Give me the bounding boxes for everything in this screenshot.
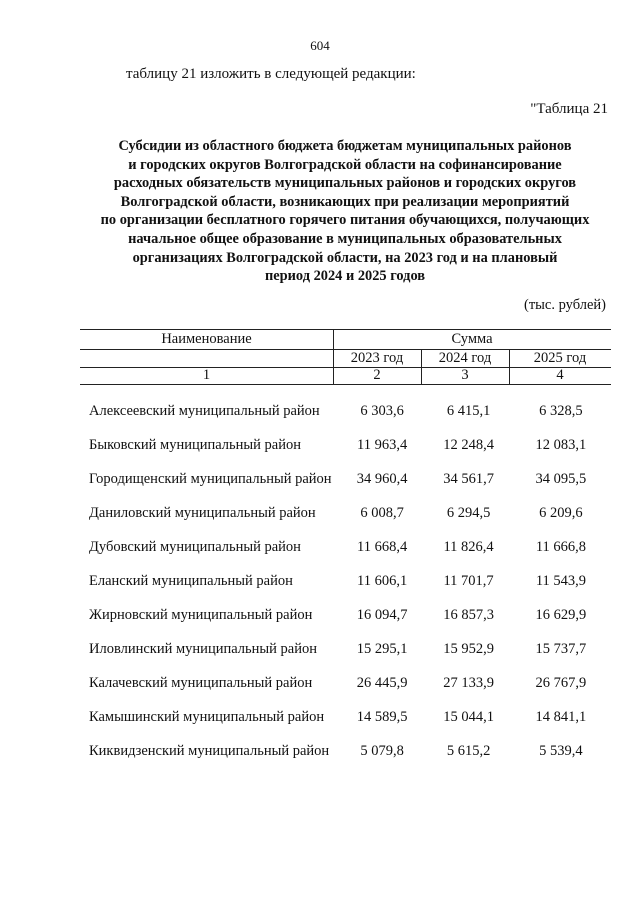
table-row [80, 499, 611, 533]
page-number: 604 [310, 38, 330, 53]
row-name: Алексеевский муниципальный район [89, 403, 320, 419]
table-label: "Таблица 21 [530, 101, 608, 117]
header-year-2025: 2025 год [533, 350, 587, 366]
value-2024: 27 133,9 [443, 675, 494, 691]
row-name: Городищенский муниципальный район [89, 471, 332, 487]
header-rule-top [80, 329, 611, 330]
value-2025: 16 629,9 [535, 607, 587, 623]
value-2024: 11 826,4 [443, 539, 494, 555]
value-2025: 34 095,5 [535, 471, 587, 487]
value-2023: 11 606,1 [356, 573, 408, 589]
value-2023: 26 445,9 [356, 675, 408, 691]
table-row [80, 431, 611, 465]
table-row [80, 635, 611, 669]
value-2023: 15 295,1 [356, 641, 408, 657]
value-2023: 6 008,7 [360, 505, 404, 521]
value-2024: 11 701,7 [443, 573, 494, 589]
value-2025: 11 543,9 [535, 573, 587, 589]
value-2024: 12 248,4 [443, 437, 494, 453]
title-line: Субсидии из областного бюджета бюджетам муниципальных районов [118, 138, 572, 154]
table-title [80, 137, 610, 286]
header-colnum-1: 1 [202, 367, 211, 383]
value-2024: 5 615,2 [446, 743, 491, 759]
row-name: Киквидзенский муниципальный район [89, 743, 330, 759]
value-2025: 12 083,1 [535, 437, 587, 453]
intro-text: таблицу 21 изложить в следующей редакции: [126, 66, 416, 82]
value-2023: 34 960,4 [356, 471, 408, 487]
row-name: Жирновский муниципальный район [89, 607, 313, 623]
value-2025: 26 767,9 [535, 675, 587, 691]
title-line: период 2024 и 2025 годов [264, 268, 426, 285]
header-rule-bottom [80, 384, 611, 385]
value-2024: 16 857,3 [443, 607, 494, 623]
row-name: Калачевский муниципальный район [89, 675, 313, 691]
value-2024: 6 415,1 [446, 403, 491, 419]
header-year-2024: 2024 год [438, 350, 492, 366]
title-line: и городских округов Волгоградской области на софинансирование [128, 156, 562, 173]
value-2024: 15 952,9 [443, 641, 494, 657]
table-row [80, 703, 611, 737]
value-2025: 14 841,1 [535, 709, 587, 725]
value-2025: 15 737,7 [535, 641, 587, 657]
row-name: Камышинский муниципальный район [89, 709, 325, 725]
header-colnum-4: 4 [556, 367, 564, 383]
header-colnum-3: 3 [461, 367, 469, 383]
row-name: Иловлинский муниципальный район [89, 641, 317, 657]
value-2023: 11 668,4 [356, 539, 408, 555]
table-row [80, 567, 611, 601]
header-sum: Сумма [451, 331, 493, 347]
value-2023: 11 963,4 [356, 437, 408, 453]
title-line: расходных обязательств муниципальных районов и городских округов [113, 175, 577, 192]
value-2025: 6 209,6 [539, 505, 583, 521]
header-name: Наименование [161, 331, 252, 347]
table-row [80, 737, 611, 771]
title-line: по организации бесплатного горячего питания обучающихся, получающих [100, 212, 590, 229]
value-2025: 5 539,4 [539, 743, 583, 759]
row-name: Даниловский муниципальный район [89, 505, 316, 521]
value-2023: 16 094,7 [356, 607, 408, 623]
value-2025: 11 666,8 [535, 539, 587, 555]
title-line: Волгоградской области, возникающих при реализации мероприятий [120, 193, 570, 210]
table-row [80, 601, 611, 635]
value-2023: 14 589,5 [356, 709, 408, 725]
header-colnum-2: 2 [373, 367, 381, 383]
table-row [80, 669, 611, 703]
subsidies-table [80, 397, 611, 771]
value-2023: 6 303,6 [360, 403, 404, 419]
row-name: Дубовский муниципальный район [89, 539, 301, 555]
value-2025: 6 328,5 [539, 403, 583, 419]
table-row [80, 533, 611, 567]
units-label: (тыс. рублей) [524, 297, 606, 313]
value-2024: 15 044,1 [443, 709, 494, 725]
title-line: организациях Волгоградской области, на 2023 год и на плановый [132, 249, 558, 266]
table-row [80, 465, 611, 499]
table-row [80, 397, 611, 431]
value-2024: 6 294,5 [446, 505, 491, 521]
row-name: Быковский муниципальный район [89, 437, 301, 453]
value-2024: 34 561,7 [443, 471, 494, 487]
row-name: Еланский муниципальный район [89, 573, 293, 589]
header-year-2023: 2023 год [350, 350, 404, 366]
title-line: начальное общее образование в муниципальных образовательных [128, 230, 562, 247]
value-2023: 5 079,8 [360, 743, 404, 759]
